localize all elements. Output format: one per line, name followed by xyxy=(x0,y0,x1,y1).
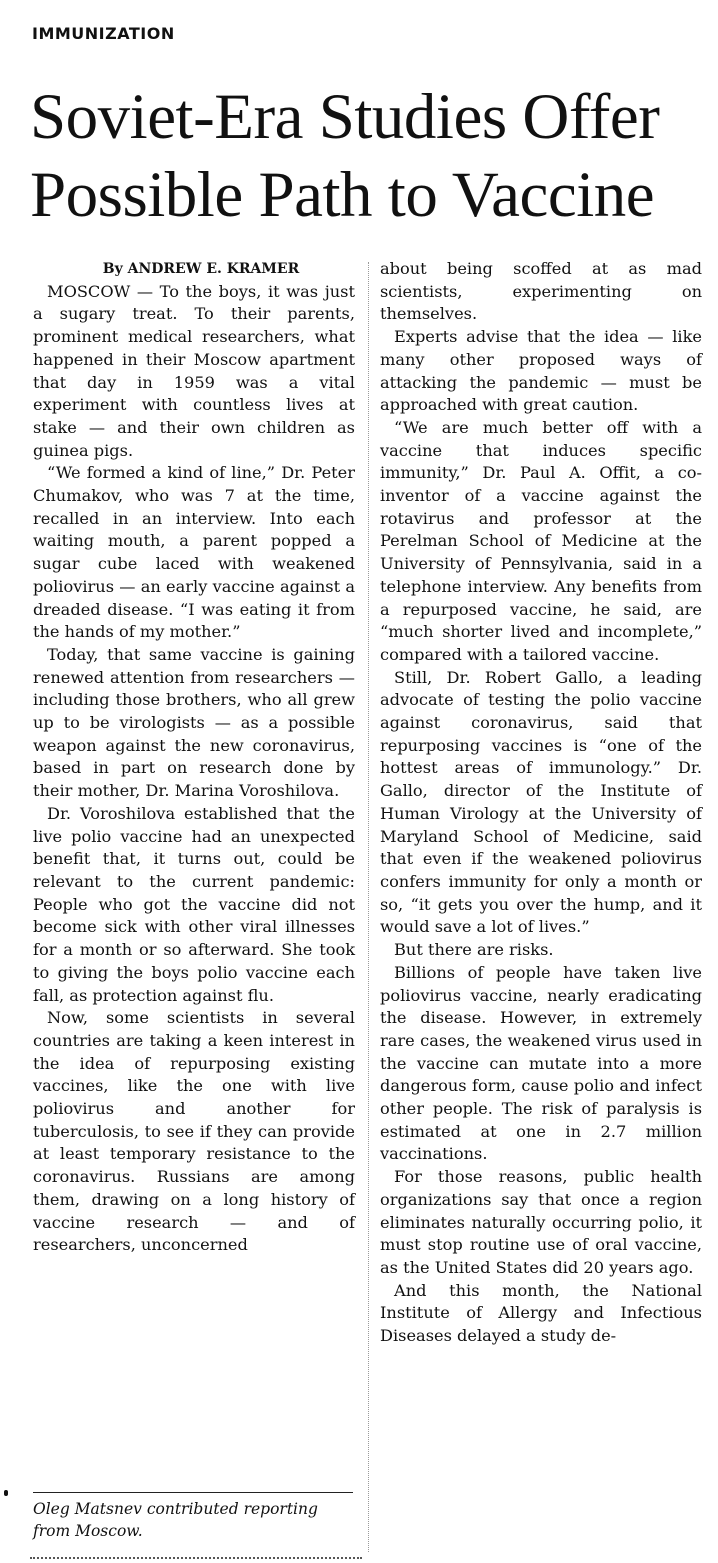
article-paragraph: Still, Dr. Robert Gallo, a leading advocate of testing the polio vaccine against coronavirus, said that repurposing vaccines is “one of the hottest areas of immunology.” Dr. Gallo, director of the Institute of Human Virology at the University of Maryland School of Medicine, said that even if the weakened poliovirus confers immunity for only a month or so, “it gets you over the hump, and it would save a lot of lives.” xyxy=(380,667,702,937)
article-paragraph: Billions of people have taken live poliovirus vaccine, nearly eradicating the disease. However, in extremely rare cases, the weakened virus used in the vaccine can mutate into a more dangerous form, cause polio and infect other people. The risk of paralysis is estimated at one in 2.7 million vaccinations. xyxy=(380,962,702,1164)
contributor-note: Oleg Matsnev contributed reporting from Moscow. xyxy=(33,1500,318,1540)
bottom-divider xyxy=(30,1557,362,1559)
article-column-right xyxy=(380,258,702,1348)
article-column-left xyxy=(33,258,355,1257)
article-paragraph: Now, some scientists in several countries are taking a keen interest in the idea of repurposing existing vaccines, like the one with live poliovirus and another for tuberculosis, to see if they can provide at least temporary resistance to the coronavirus. Russians are among them, drawing on a long history of vaccine research — and of researchers, unconcerned xyxy=(33,1008,355,1255)
article-paragraph: Experts advise that the idea — like many other proposed ways of attacking the pandemic — must be approached with great caution. xyxy=(380,327,702,415)
article-paragraph: “We formed a kind of line,” Dr. Peter Chumakov, who was 7 at the time, recalled in an interview. Into each waiting mouth, a parent popped a sugar cube laced with weakened poliovirus — an early vaccine against a dreaded disease. “I was eating it from the hands of my mother.” xyxy=(33,463,355,642)
article-paragraph: And this month, the National Institute of Allergy and Infectious Diseases delayed a study de- xyxy=(380,1280,702,1346)
byline: By ANDREW E. KRAMER xyxy=(102,261,300,277)
section-kicker: IMMUNIZATION xyxy=(32,24,175,43)
column-divider xyxy=(368,262,369,1552)
headline-line-1: Soviet-Era Studies Offer xyxy=(30,81,660,153)
headline xyxy=(30,78,710,234)
article-paragraph: For those reasons, public health organizations say that once a region eliminates naturally occurring polio, it must stop routine use of oral vaccine, as the United States did 20 years ago. xyxy=(380,1167,702,1277)
article-paragraph: But there are risks. xyxy=(394,940,554,960)
headline-line-2: Possible Path to Vaccine xyxy=(30,159,655,231)
print-speck xyxy=(4,1490,8,1496)
article-paragraph: Dr. Voroshilova established that the live polio vaccine had an unexpected benefit that, it turns out, could be relevant to the current pandemic: People who got the vaccine did not become sick with other viral illnesses for a month or so afterward. She took to giving the boys polio vaccine each fall, as protection against flu. xyxy=(33,803,355,1005)
article-paragraph: about being scoffed at as mad scientists, experimenting on themselves. xyxy=(380,259,702,324)
article-paragraph: “We are much better off with a vaccine that induces specific immunity,” Dr. Paul A. Offit, a co-inventor of a vaccine against the rotavirus and professor at the Perelman School of Medicine at the University of Pennsylvania, said in a telephone interview. Any benefits from a repurposed vaccine, he said, are “much shorter lived and incomplete,” compared with a tailored vaccine. xyxy=(380,417,702,664)
article-paragraph: Today, that same vaccine is gaining renewed attention from researchers — including those brothers, who all grew up to be virologists — as a possible weapon against the new coronavirus, based in part on research done by their mother, Dr. Marina Voroshilova. xyxy=(33,644,355,801)
article-paragraph: MOSCOW — To the boys, it was just a sugary treat. To their parents, prominent medical researchers, what happened in their Moscow apartment that day in 1959 was a vital experiment with countless lives at stake — and their own children as guinea pigs. xyxy=(33,281,355,460)
contributor-rule xyxy=(33,1492,353,1493)
